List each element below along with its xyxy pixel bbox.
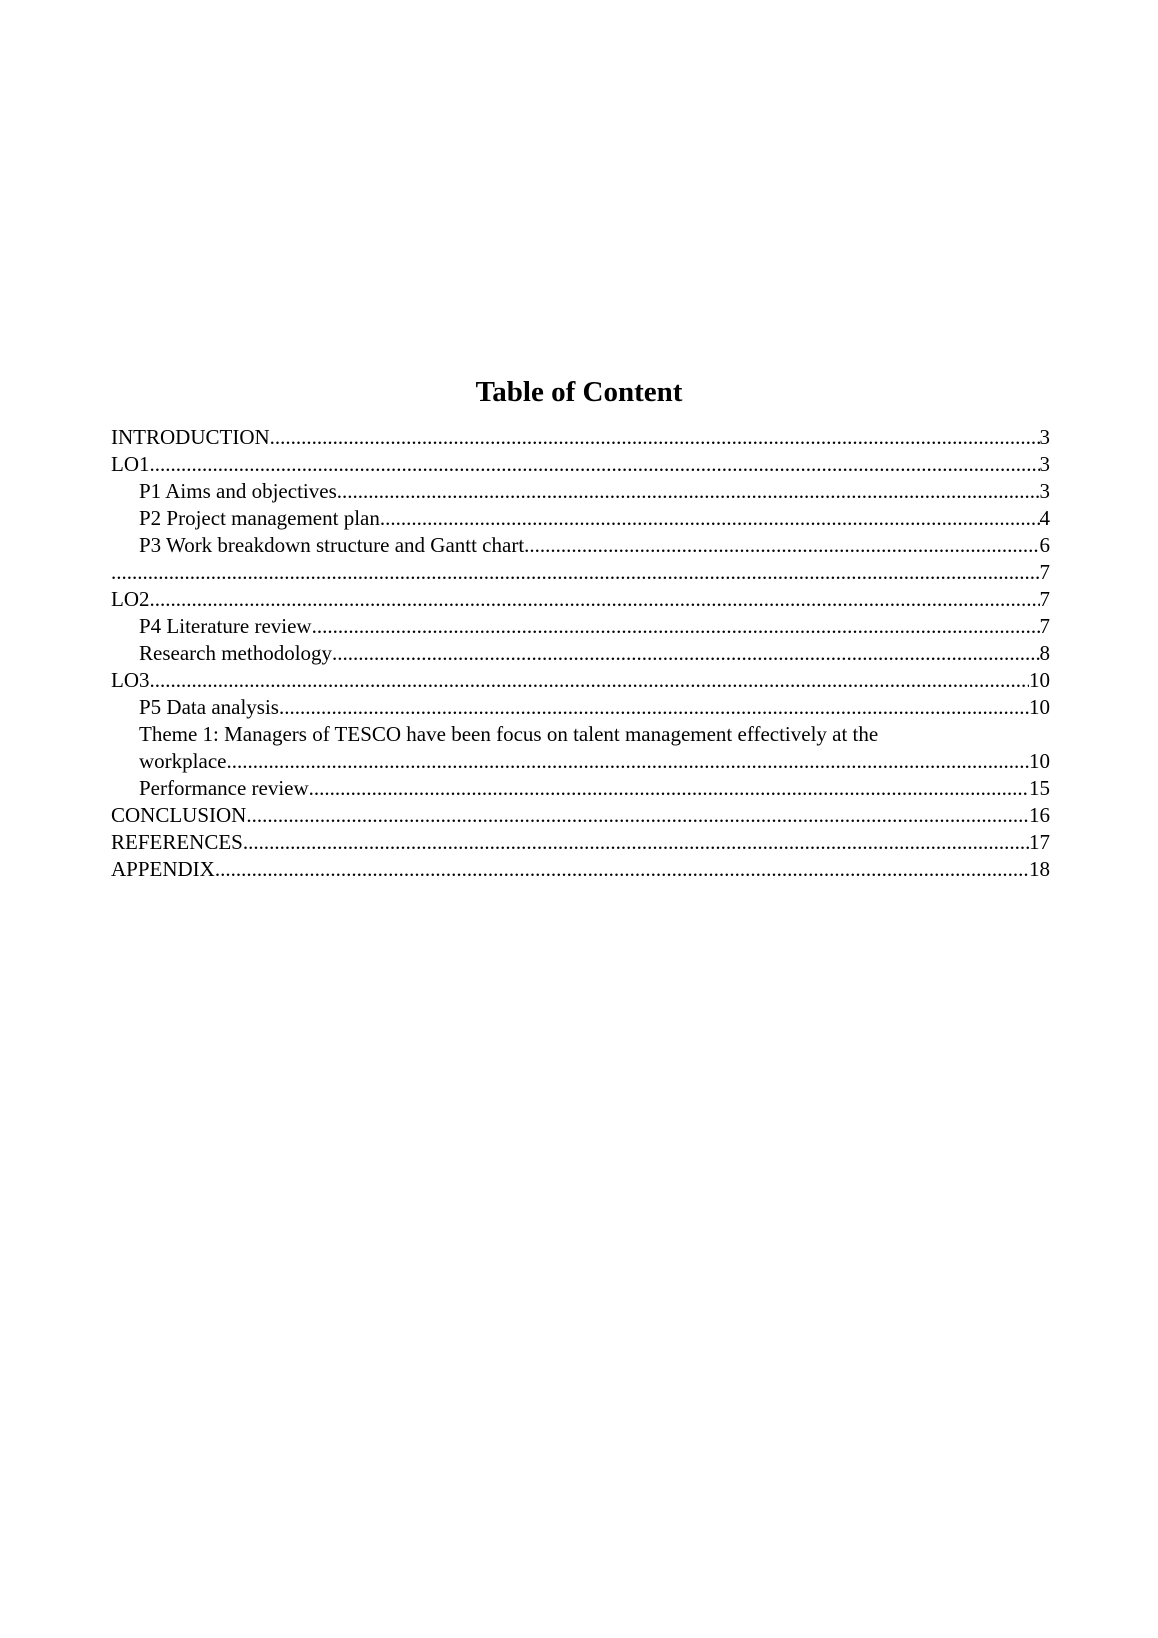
toc-title: Table of Content [475, 376, 683, 408]
dot-leader [309, 775, 1029, 802]
toc-entry-page: 10 [1029, 668, 1050, 692]
toc-entry-p5[interactable] [111, 694, 1050, 721]
toc-entry-label: REFERENCES [111, 830, 243, 854]
dot-leader [524, 532, 1039, 559]
toc-entry-theme1[interactable] [111, 748, 1050, 775]
toc-entry-appendix[interactable] [111, 856, 1050, 883]
toc-entry-label: LO3 [111, 668, 150, 692]
dot-leader [380, 505, 1040, 532]
dot-leader [312, 613, 1040, 640]
toc-entry-page: 7 [1039, 614, 1050, 638]
dot-leader [150, 451, 1040, 478]
toc-entry-label: P5 Data analysis [139, 695, 279, 719]
dot-leader [279, 694, 1029, 721]
toc-entry-references[interactable] [111, 829, 1050, 856]
toc-entry-label: LO1 [111, 452, 150, 476]
toc-entry-blank[interactable] [111, 559, 1050, 586]
toc-entry-page: 8 [1039, 641, 1050, 665]
toc-entry-label: Performance review [139, 776, 309, 800]
toc-entry-page: 10 [1029, 749, 1050, 773]
toc-entry-label: CONCLUSION [111, 803, 247, 827]
dot-leader [226, 748, 1029, 775]
toc-entry-label: P2 Project management plan [139, 506, 380, 530]
toc-entry-label: LO2 [111, 587, 150, 611]
toc-entry-page: 16 [1029, 803, 1050, 827]
toc-entry-p2[interactable] [111, 505, 1050, 532]
toc-entry-page: 10 [1029, 695, 1050, 719]
dot-leader [215, 856, 1029, 883]
toc-entry-label: workplace [139, 749, 227, 773]
toc-entry-page: 6 [1039, 533, 1050, 557]
toc-entry-performance-review[interactable] [111, 775, 1050, 802]
toc-entry-label: P4 Literature review [139, 614, 312, 638]
toc-entry-page: 15 [1029, 776, 1050, 800]
toc-entry-p4[interactable] [111, 613, 1050, 640]
toc-entry-label: INTRODUCTION [111, 425, 270, 449]
toc-entry-label: P3 Work breakdown structure and Gantt chart [139, 533, 525, 557]
dot-leader [150, 667, 1030, 694]
toc-entry-page: 3 [1039, 425, 1050, 449]
toc-entry-page: 7 [1039, 587, 1050, 611]
dot-leader [150, 586, 1040, 613]
dot-leader [337, 478, 1040, 505]
toc-entry-page: 3 [1039, 452, 1050, 476]
toc-entry-page: 4 [1039, 506, 1050, 530]
toc-entry-theme1-line1[interactable]: Theme 1: Managers of TESCO have been focus on talent management effectively at the [139, 722, 879, 746]
toc-entry-conclusion[interactable] [111, 802, 1050, 829]
dot-leader [246, 802, 1029, 829]
toc-entry-label: APPENDIX [111, 857, 215, 881]
toc-entry-introduction[interactable] [111, 424, 1050, 451]
toc-entry-page: 3 [1039, 479, 1050, 503]
toc-entry-p3[interactable] [111, 532, 1050, 559]
toc-entry-page: 7 [1039, 560, 1050, 584]
dot-leader [111, 559, 1040, 586]
dot-leader [332, 640, 1039, 667]
toc-entry-label: P1 Aims and objectives [139, 479, 337, 503]
toc-entry-page: 18 [1029, 857, 1050, 881]
toc-entry-label: Research methodology [139, 641, 333, 665]
toc-entry-lo3[interactable] [111, 667, 1050, 694]
toc-list [111, 424, 1050, 883]
toc-entry-page: 17 [1029, 830, 1050, 854]
toc-entry-lo2[interactable] [111, 586, 1050, 613]
toc-entry-research-methodology[interactable] [111, 640, 1050, 667]
toc-entry-p1[interactable] [111, 478, 1050, 505]
toc-entry-lo1[interactable] [111, 451, 1050, 478]
dot-leader [270, 424, 1040, 451]
dot-leader [243, 829, 1029, 856]
